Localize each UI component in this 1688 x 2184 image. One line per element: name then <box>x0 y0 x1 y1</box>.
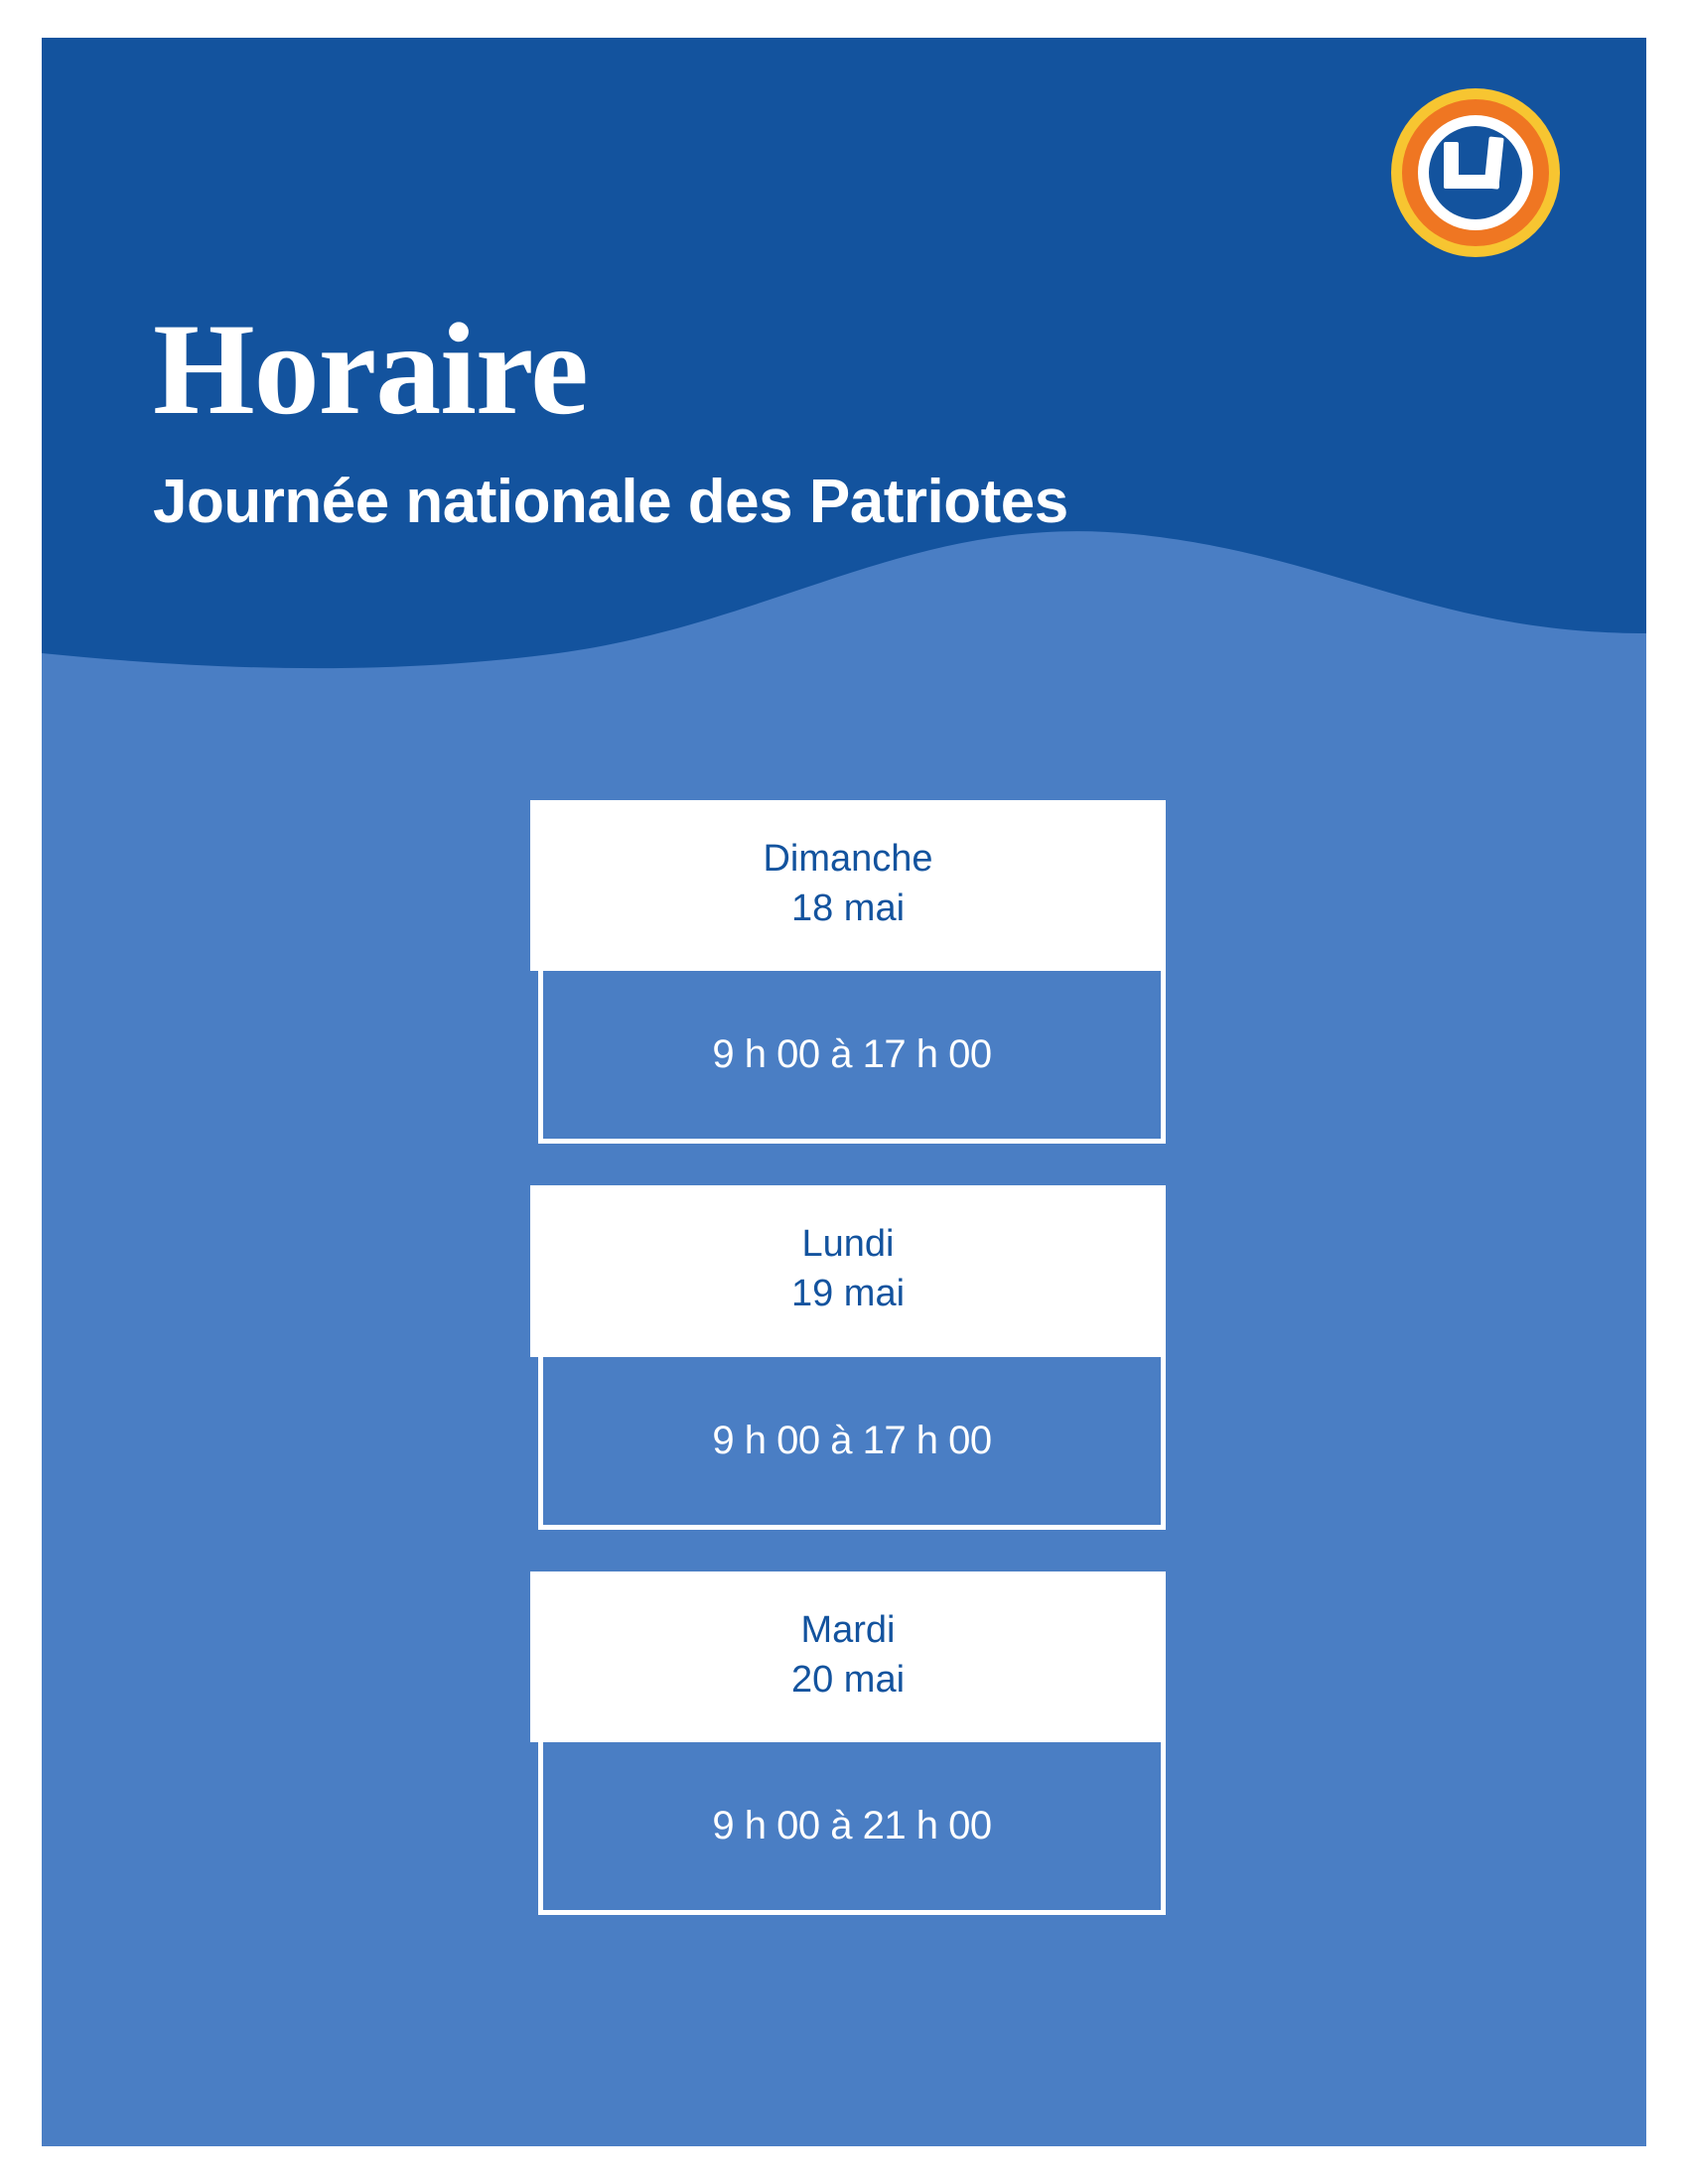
page-subtitle: Journée nationale des Patriotes <box>153 468 1068 536</box>
universite-logo <box>1388 85 1563 260</box>
poster <box>42 38 1646 2146</box>
day-date: 18 mai <box>790 887 906 930</box>
day-name: Lundi <box>801 1223 895 1266</box>
title-block <box>153 296 1444 536</box>
schedule-card-hours: 9 h 00 à 21 h 00 <box>538 1742 1166 1915</box>
schedule-card-day <box>530 800 1166 971</box>
page-title: Horaire <box>153 296 588 442</box>
schedule-card-hours: 9 h 00 à 17 h 00 <box>538 971 1166 1144</box>
schedule-card <box>530 1571 1166 1915</box>
schedule-card <box>530 1185 1166 1529</box>
day-date: 19 mai <box>790 1273 906 1315</box>
day-name: Mardi <box>800 1608 896 1651</box>
schedule-card <box>530 800 1166 1144</box>
schedule-card-day <box>530 1571 1166 1742</box>
schedule-card-day <box>530 1185 1166 1356</box>
schedule-card-hours: 9 h 00 à 17 h 00 <box>538 1357 1166 1530</box>
logo-icon <box>1388 85 1563 260</box>
day-name: Dimanche <box>763 838 933 880</box>
poster-header <box>42 38 1646 822</box>
schedule-list <box>530 800 1166 1957</box>
day-date: 20 mai <box>790 1658 906 1701</box>
